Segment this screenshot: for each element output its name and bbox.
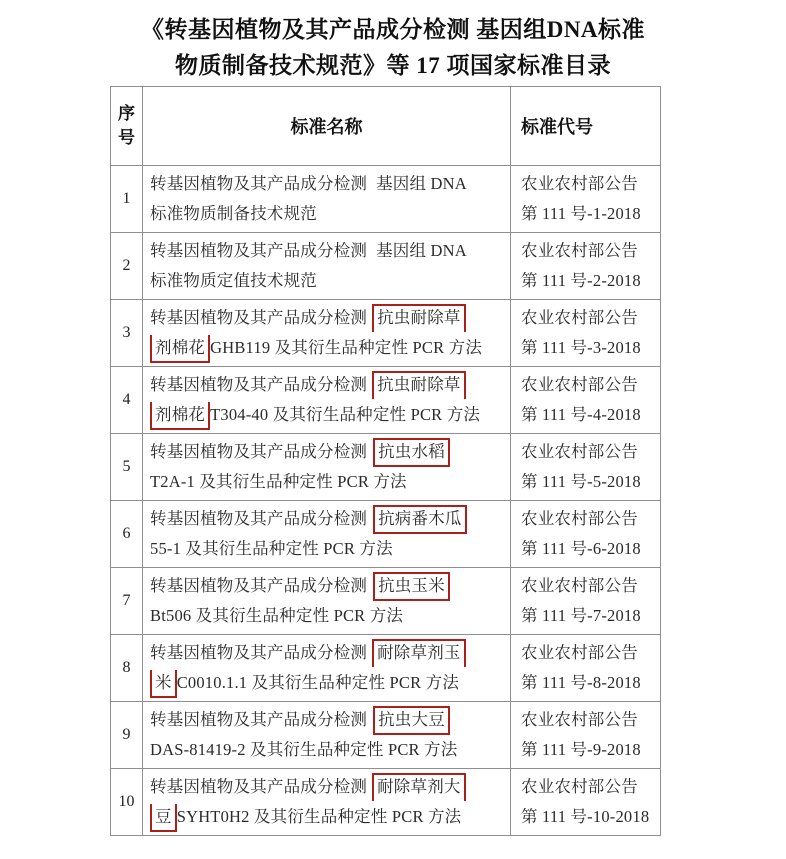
column-header-sequence-char-1: 序 [118,104,135,123]
standard-name-prefix: 转基因植物及其产品成分检测 [150,576,368,595]
cell-standard-code [511,166,661,233]
cell-standard-name [143,769,511,836]
crop-trait-highlight: 抗虫水稻 [373,438,450,467]
standard-code-issuer: 农业农村部公告 [521,576,638,595]
standard-name-prefix: 转基因植物及其产品成分检测 [150,174,368,193]
standard-name-line-2 [150,735,505,765]
crop-trait-highlight: 抗虫耐除草 [372,304,466,332]
standard-name-line-2 [150,467,505,497]
cell-standard-name [143,166,511,233]
standard-code-number: 第 111 号-1-2018 [521,204,641,223]
crop-trait-highlight-continued: 剂棉花 [150,402,210,430]
standard-name-detail: C0010.1.1 及其衍生品种定性 PCR 方法 [176,673,460,692]
standard-name-line-1 [150,370,505,400]
standard-code-number: 第 111 号-9-2018 [521,740,641,759]
crop-trait-highlight: 抗虫耐除草 [372,371,466,399]
table-row [111,568,661,635]
standard-name-detail: 55-1 及其衍生品种定性 PCR 方法 [150,539,393,558]
cell-standard-name [143,367,511,434]
cell-standard-name [143,635,511,702]
column-header-standard-name: 标准名称 [143,87,511,166]
standards-table-container [110,86,660,836]
standard-name-line-1 [150,169,505,199]
standard-name-line-2 [150,266,505,296]
table-row [111,434,661,501]
cell-standard-name [143,702,511,769]
cell-sequence-number: 2 [111,233,143,300]
standard-name-detail: Bt506 及其衍生品种定性 PCR 方法 [150,606,404,625]
page-title-line-1: 《转基因植物及其产品成分检测 基因组DNA标准 [140,17,646,42]
table-row [111,769,661,836]
crop-trait-highlight: 耐除草剂大 [372,773,466,801]
crop-trait-highlight: 抗虫玉米 [373,572,450,601]
standard-name-line-1 [150,571,505,601]
table-row [111,501,661,568]
standard-name-line-2 [150,534,505,564]
standard-name-line-1 [150,236,505,266]
standard-name-detail: 标准物质制备技术规范 [150,204,317,223]
standard-name-prefix: 转基因植物及其产品成分检测 [150,375,368,394]
cell-sequence-number: 5 [111,434,143,501]
column-header-sequence-char-2: 号 [118,128,135,147]
crop-trait-highlight-continued: 米 [150,670,177,698]
cell-sequence-number: 4 [111,367,143,434]
table-header [111,87,661,166]
cell-sequence-number: 6 [111,501,143,568]
table-row [111,166,661,233]
standard-name-suffix: 基因组 DNA [376,174,467,193]
page-title [93,0,693,84]
cell-sequence-number: 8 [111,635,143,702]
cell-sequence-number: 3 [111,300,143,367]
standard-code-issuer: 农业农村部公告 [521,174,638,193]
standard-code-number: 第 111 号-10-2018 [521,807,650,826]
table-row [111,233,661,300]
cell-standard-name [143,233,511,300]
cell-standard-code [511,501,661,568]
standards-table [110,86,661,836]
crop-trait-highlight: 抗虫大豆 [373,706,450,735]
column-header-sequence [111,87,143,166]
cell-standard-code [511,300,661,367]
crop-trait-highlight: 抗病番木瓜 [373,505,467,534]
standard-code-number: 第 111 号-5-2018 [521,472,641,491]
standard-code-issuer: 农业农村部公告 [521,375,638,394]
standard-name-line-1 [150,638,505,668]
standard-name-detail: GHB119 及其衍生品种定性 PCR 方法 [210,338,483,357]
cell-standard-name [143,501,511,568]
standard-name-line-2 [150,601,505,631]
cell-standard-code [511,702,661,769]
crop-trait-highlight: 耐除草剂玉 [372,639,466,667]
cell-standard-code [511,568,661,635]
cell-sequence-number: 1 [111,166,143,233]
standard-name-line-2 [150,333,505,363]
standard-code-issuer: 农业农村部公告 [521,777,638,796]
standard-name-prefix: 转基因植物及其产品成分检测 [150,241,368,260]
standard-name-detail: T2A-1 及其衍生品种定性 PCR 方法 [150,472,407,491]
cell-standard-code [511,769,661,836]
standard-name-detail: DAS-81419-2 及其衍生品种定性 PCR 方法 [150,740,458,759]
table-row [111,300,661,367]
standard-name-line-1 [150,705,505,735]
cell-standard-name [143,568,511,635]
table-header-row [111,87,661,166]
table-body [111,166,661,836]
standard-code-number: 第 111 号-2-2018 [521,271,641,290]
standard-code-number: 第 111 号-7-2018 [521,606,641,625]
standard-name-suffix: 基因组 DNA [376,241,467,260]
crop-trait-highlight-continued: 豆 [150,804,177,832]
standard-name-line-1 [150,303,505,333]
standard-name-detail: T304-40 及其衍生品种定性 PCR 方法 [210,405,481,424]
crop-trait-highlight-continued: 剂棉花 [150,335,210,363]
standard-code-issuer: 农业农村部公告 [521,643,638,662]
standard-name-line-2 [150,400,505,430]
page-title-line-2: 物质制备技术规范》等 17 项国家标准目录 [175,53,611,78]
standard-name-line-1 [150,437,505,467]
standard-name-line-2 [150,668,505,698]
standard-name-line-2 [150,802,505,832]
standard-name-prefix: 转基因植物及其产品成分检测 [150,442,368,461]
cell-standard-code [511,635,661,702]
standard-code-issuer: 农业农村部公告 [521,710,638,729]
cell-standard-code [511,233,661,300]
cell-standard-code [511,367,661,434]
standard-code-issuer: 农业农村部公告 [521,442,638,461]
standard-code-number: 第 111 号-3-2018 [521,338,641,357]
standard-code-number: 第 111 号-4-2018 [521,405,641,424]
table-row [111,635,661,702]
standard-code-issuer: 农业农村部公告 [521,308,638,327]
standard-code-number: 第 111 号-8-2018 [521,673,641,692]
standard-name-prefix: 转基因植物及其产品成分检测 [150,509,368,528]
cell-standard-name [143,434,511,501]
cell-sequence-number: 9 [111,702,143,769]
standard-name-prefix: 转基因植物及其产品成分检测 [150,643,368,662]
cell-standard-code [511,434,661,501]
standard-code-issuer: 农业农村部公告 [521,509,638,528]
standard-name-prefix: 转基因植物及其产品成分检测 [150,777,368,796]
standard-code-number: 第 111 号-6-2018 [521,539,641,558]
standard-name-line-2 [150,199,505,229]
cell-sequence-number: 10 [111,769,143,836]
table-row [111,702,661,769]
cell-standard-name [143,300,511,367]
standard-name-prefix: 转基因植物及其产品成分检测 [150,710,368,729]
column-header-standard-code: 标准代号 [511,87,661,166]
table-row [111,367,661,434]
standard-name-detail: SYHT0H2 及其衍生品种定性 PCR 方法 [176,807,462,826]
standard-name-prefix: 转基因植物及其产品成分检测 [150,308,368,327]
standard-name-detail: 标准物质定值技术规范 [150,271,317,290]
cell-sequence-number: 7 [111,568,143,635]
standard-code-issuer: 农业农村部公告 [521,241,638,260]
standard-name-line-1 [150,772,505,802]
standard-name-line-1 [150,504,505,534]
